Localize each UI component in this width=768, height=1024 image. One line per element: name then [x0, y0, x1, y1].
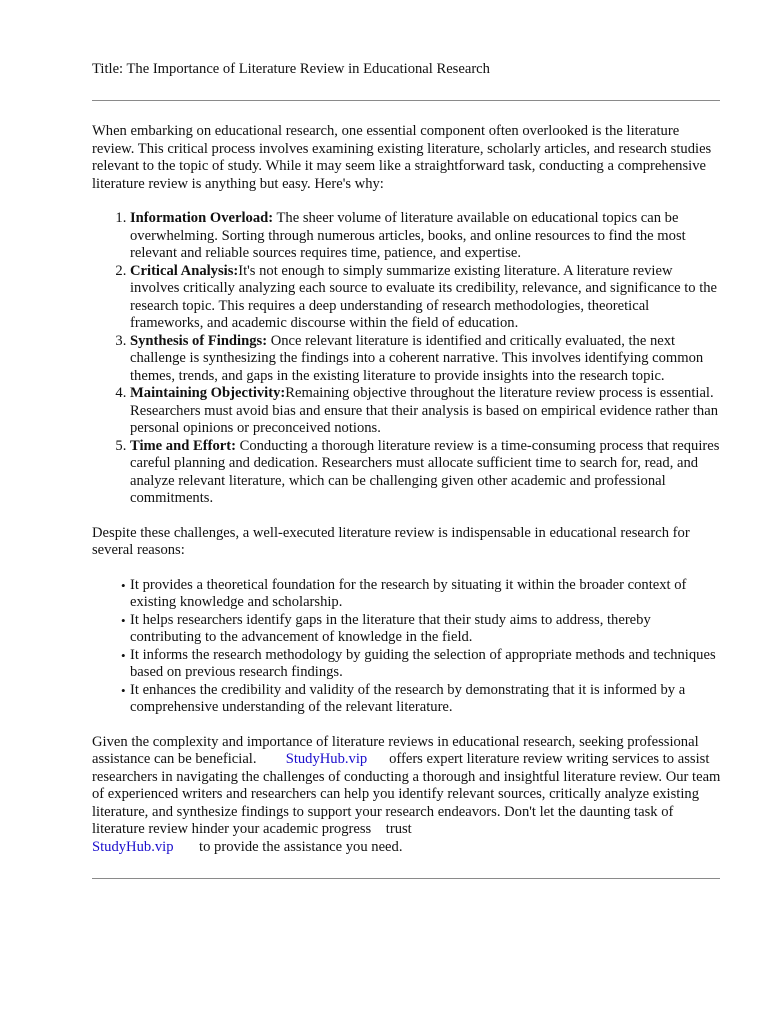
bullet-icon: • — [121, 612, 126, 628]
challenge-text: The sheer volume of literature available on educational topics can be overwhelming. Sorting through numerous articles, books, and online resources to find the most relevant and reliable sources requires time, patience, and expertise. — [130, 210, 686, 261]
list-item — [121, 576, 722, 612]
list-item — [130, 210, 722, 263]
bullet-icon: • — [121, 577, 126, 593]
list-item — [130, 438, 722, 508]
list-item — [121, 611, 722, 647]
challenge-heading: Critical Analysis: — [130, 262, 239, 279]
challenge-text: Conducting a thorough literature review is a time-consuming process that requires careful planning and dedication. Researchers must allocate sufficient time to search for, read, and analyze relevant literature, which can be challenging given other academic and professional commitments. — [130, 437, 720, 506]
reasons-list — [92, 577, 722, 717]
studyhub-link-2[interactable]: StudyHub.vip — [92, 838, 174, 855]
bottom-divider — [92, 878, 720, 879]
challenge-text: Remaining objective throughout the literature review process is essential. Researchers must avoid bias and ensure that their analysis is based on empirical evidence rather than personal opinions or preconceived notions. — [130, 385, 719, 436]
bullet-icon: • — [121, 647, 126, 663]
list-item — [121, 646, 722, 682]
list-item — [121, 681, 722, 717]
document-title: Title: The Importance of Literature Review in Educational Research — [92, 61, 490, 77]
challenge-text: Once relevant literature is identified and critically evaluated, the next challenge is synthesizing the findings into a coherent narrative. This involves identifying common themes, trends, and gaps in the existing literature to provide insights into the research topic. — [130, 332, 704, 384]
studyhub-link[interactable]: StudyHub.vip — [285, 751, 368, 767]
reason-text: It enhances the credibility and validity of the research by demonstrating that it is informed by a comprehensive understanding of the relevant literature. — [130, 681, 686, 715]
challenge-text: It's not enough to simply summarize existing literature. A literature review involves critically analyzing each source to evaluate its credibility, relevance, and significance to the research topic. This requires a deep understanding of research methodologies, theoretical frameworks, and academic discourse within the field of education. — [130, 262, 718, 331]
transition-paragraph: Despite these challenges, a well-executed literature review is indispensable in educational research for several reasons: — [92, 524, 690, 558]
document-page — [92, 60, 722, 879]
closing-text-3: to provide the assistance you need. — [173, 838, 403, 855]
challenges-list — [92, 210, 722, 508]
challenge-heading: Maintaining Objectivity: — [130, 385, 286, 401]
challenge-heading: Time and Effort: — [130, 437, 236, 454]
closing-text-2: offers expert literature review writing services to assist researchers in navigating the challenges of conducting a thorough and insightful literature review. Our team of experienced writers and researchers can help you identify relevant sources, critically analyze existing literature, and synthesize findings to support your research endeavors. Don't let the daunting task of literature review hinder your academic progress trust — [92, 751, 721, 837]
challenge-heading: Synthesis of Findings: — [130, 332, 268, 349]
closing-paragraph — [92, 734, 722, 857]
bullet-icon: • — [121, 682, 126, 698]
top-divider — [92, 100, 720, 101]
list-item — [130, 263, 722, 333]
closing-text-1: Given the complexity and importance of literature reviews in educational research, seeking professional assistance can be beneficial. — [92, 733, 699, 767]
reason-text: It helps researchers identify gaps in the literature that their study aims to address, thereby contributing to the advancement of knowledge in the field. — [130, 611, 651, 645]
list-item — [130, 385, 722, 438]
intro-paragraph: When embarking on educational research, one essential component often overlooked is the literature review. This critical process involves examining existing literature, scholarly articles, and research studies relevant to the topic of study. While it may seem like a straightforward task, conducting a comprehensive literature review is anything but easy. Here's why: — [92, 123, 712, 192]
reason-text: It informs the research methodology by guiding the selection of appropriate methods and techniques based on previous research findings. — [130, 646, 716, 680]
list-item — [130, 333, 722, 386]
reason-text: It provides a theoretical foundation for the research by situating it within the broader context of existing knowledge and scholarship. — [130, 576, 687, 610]
closing-gap — [257, 751, 286, 767]
challenge-heading: Information Overload: — [130, 210, 274, 226]
